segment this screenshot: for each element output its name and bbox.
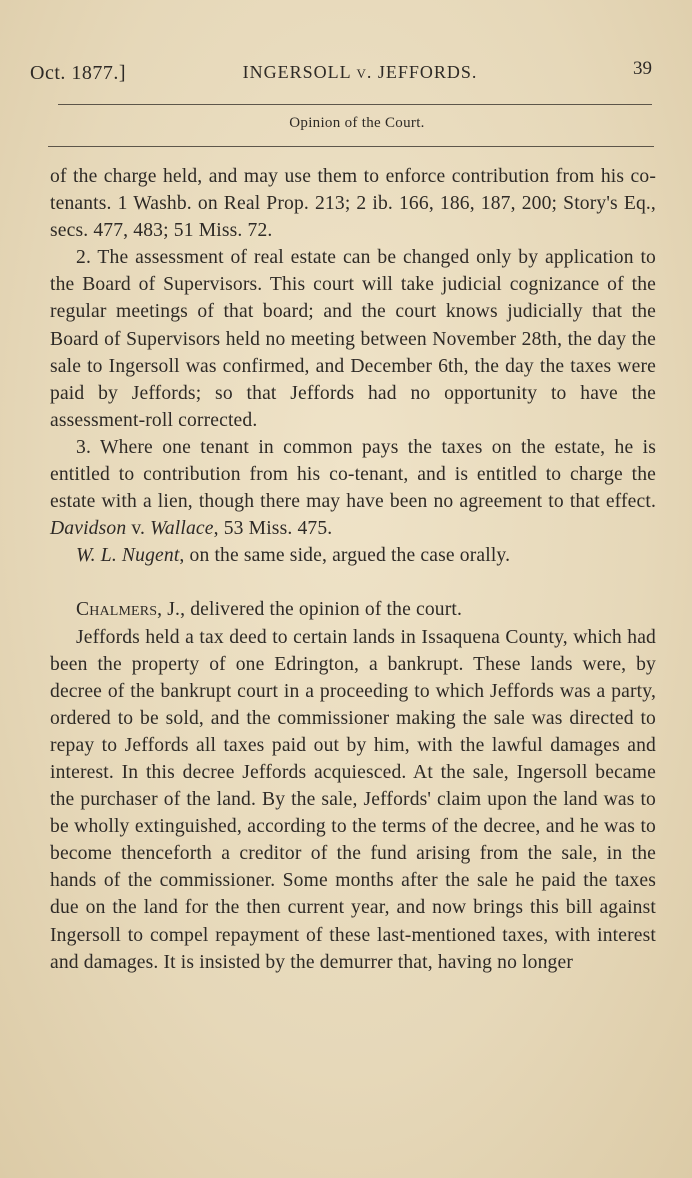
section-subheading: Opinion of the Court. (289, 115, 425, 131)
argument-paragraph-3 (50, 434, 656, 542)
paragraph-gap (50, 569, 656, 596)
case-versus: v. (126, 518, 151, 540)
opinion-intro (50, 596, 656, 623)
case-citation: , 53 Miss. 475. (213, 518, 333, 540)
opinion-paragraph-1: Jeffords held a tax deed to certain lands in Issaquena County, which had been the property of one Edrington, a bankrupt. These lands were, by decree of the bankrupt court in a proceeding to which Jeffords was a party, ordered to be sold, and the commissioner making the sale was directed to repay to Jeffords all taxes paid out by him, with the lawful damages and interest. In this decree Jeffords acquiesced. At the sale, Ingersoll became the purchaser of the land. By the sale, Jeffords' claim upon the land was to be wholly extinguished, according to the terms of the decree, and he was to become thenceforth a creditor of the fund arising from the sale, in the hands of the commissioner. Some months after the sale he paid the taxes due on the land for the then current year, and now brings this bill against Ingersoll to compel repayment of these last-mentioned taxes, with interest and damages. It is insisted by the demurrer that, having no longer (50, 626, 656, 973)
counsel-text: , on the same side, argued the case orally. (179, 545, 511, 567)
argument-paragraph-2: 2. The assessment of real estate can be changed only by application to the Board of Supervisors. This court will take judicial cognizance of the regular meetings of that board; and the court knows judicially that the Board of Supervisors held no meeting between November 28th, the day the sale to Ingersoll was confirmed, and December 6th, the day the taxes were paid by Jeffords; so that Jeffords had no opportunity to have the assessment-roll corrected. (50, 247, 656, 431)
case-name-wallace: Wallace (150, 518, 214, 540)
case-name-davidson: Davidson (50, 518, 127, 540)
header-rule-top (58, 104, 652, 105)
opinion-intro-text: , J., delivered the opinion of the court. (157, 599, 463, 621)
page-number: 39 (633, 58, 652, 79)
header-rule-bottom (48, 146, 654, 147)
page-body (50, 163, 656, 976)
running-header (30, 58, 662, 88)
argument-paragraph-4 (50, 542, 656, 569)
judge-name: Chalmers (76, 599, 158, 621)
running-title: INGERSOLL v. JEFFORDS. (242, 62, 478, 82)
argument-paragraph-1: of the charge held, and may use them to enforce contribution from his co-tenants. 1 Washb. on Real Prop. 213; 2 ib. 166, 186, 187, 200; Story's Eq., secs. 477, 483; 51 Miss. 72. (50, 166, 656, 242)
argument-paragraph-3-text: 3. Where one tenant in common pays the taxes on the estate, he is entitled to contribution from his co-tenant, and is entitled to charge the estate with a lien, though there may have been no agreement to that effect. (50, 436, 656, 513)
header-date: Oct. 1877.] (30, 62, 127, 84)
counsel-name: W. L. Nugent (76, 545, 180, 567)
